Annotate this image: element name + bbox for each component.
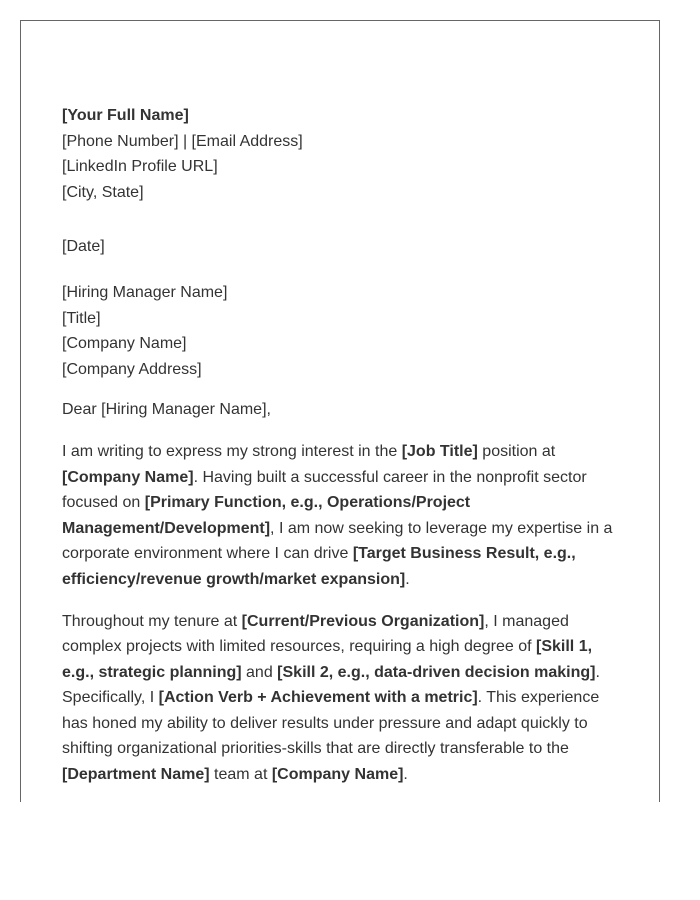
p1-target-result: [Target Business Result, e.g., efficiency/revenue growth/market expansion] xyxy=(62,545,576,588)
greeting xyxy=(62,397,627,423)
cover-letter-body xyxy=(62,103,627,788)
p2-text-7: . xyxy=(403,766,408,784)
recipient-block xyxy=(62,280,627,382)
recipient-name: [Hiring Manager Name] xyxy=(62,283,228,301)
paragraph-experience xyxy=(62,609,627,788)
paragraph-intro xyxy=(62,439,627,593)
sender-location: [City, State] xyxy=(62,183,144,201)
p2-text-5: . This experience has honed my ability to deliver results under pressure and adapt quickly to shifting organizational priorities-skills that are directly transferable to the xyxy=(62,689,600,758)
p2-department-name: [Department Name] xyxy=(62,766,210,784)
p1-text-5: . xyxy=(405,570,410,588)
letter-date: [Date] xyxy=(62,238,105,256)
p2-text-1: Throughout my tenure at xyxy=(62,612,242,630)
p2-text-3: and xyxy=(241,663,278,681)
p1-company-name: [Company Name] xyxy=(62,468,194,486)
p2-skill-2: [Skill 2, e.g., data-driven decision making] xyxy=(277,663,596,681)
p1-text-1: I am writing to express my strong interest in the xyxy=(62,442,402,460)
p2-skill-1: [Skill 1, e.g., strategic planning] xyxy=(62,638,593,681)
p2-text-4: . Specifically, I xyxy=(62,663,600,707)
p1-text-3: . Having built a successful career in the nonprofit sector focused on xyxy=(62,468,587,512)
p1-job-title: [Job Title] xyxy=(401,442,478,460)
p2-text-2: , I managed complex projects with limited resources, requiring a high degree of xyxy=(62,612,569,656)
p1-primary-function: [Primary Function, e.g., Operations/Project Management/Development] xyxy=(62,494,471,537)
p1-text-4: , I am now seeking to leverage my expertise in a corporate environment where I can drive xyxy=(62,519,613,563)
recipient-title: [Title] xyxy=(62,309,101,327)
sender-contact-line: [Phone Number] | [Email Address] xyxy=(62,132,303,150)
letter-date-block xyxy=(62,234,627,260)
sender-header xyxy=(62,103,627,205)
p2-company-name: [Company Name] xyxy=(271,766,404,784)
p2-achievement: [Action Verb + Achievement with a metric] xyxy=(158,689,478,707)
recipient-address: [Company Address] xyxy=(62,360,202,378)
greeting-text: Dear [Hiring Manager Name], xyxy=(62,401,271,419)
p1-text-2: position at xyxy=(477,442,556,460)
document-page xyxy=(20,20,660,802)
p2-text-6: team at xyxy=(209,766,272,784)
recipient-company: [Company Name] xyxy=(62,335,187,353)
sender-full-name: [Your Full Name] xyxy=(62,107,189,124)
sender-linkedin: [LinkedIn Profile URL] xyxy=(62,158,218,176)
p2-organization: [Current/Previous Organization] xyxy=(241,612,485,630)
